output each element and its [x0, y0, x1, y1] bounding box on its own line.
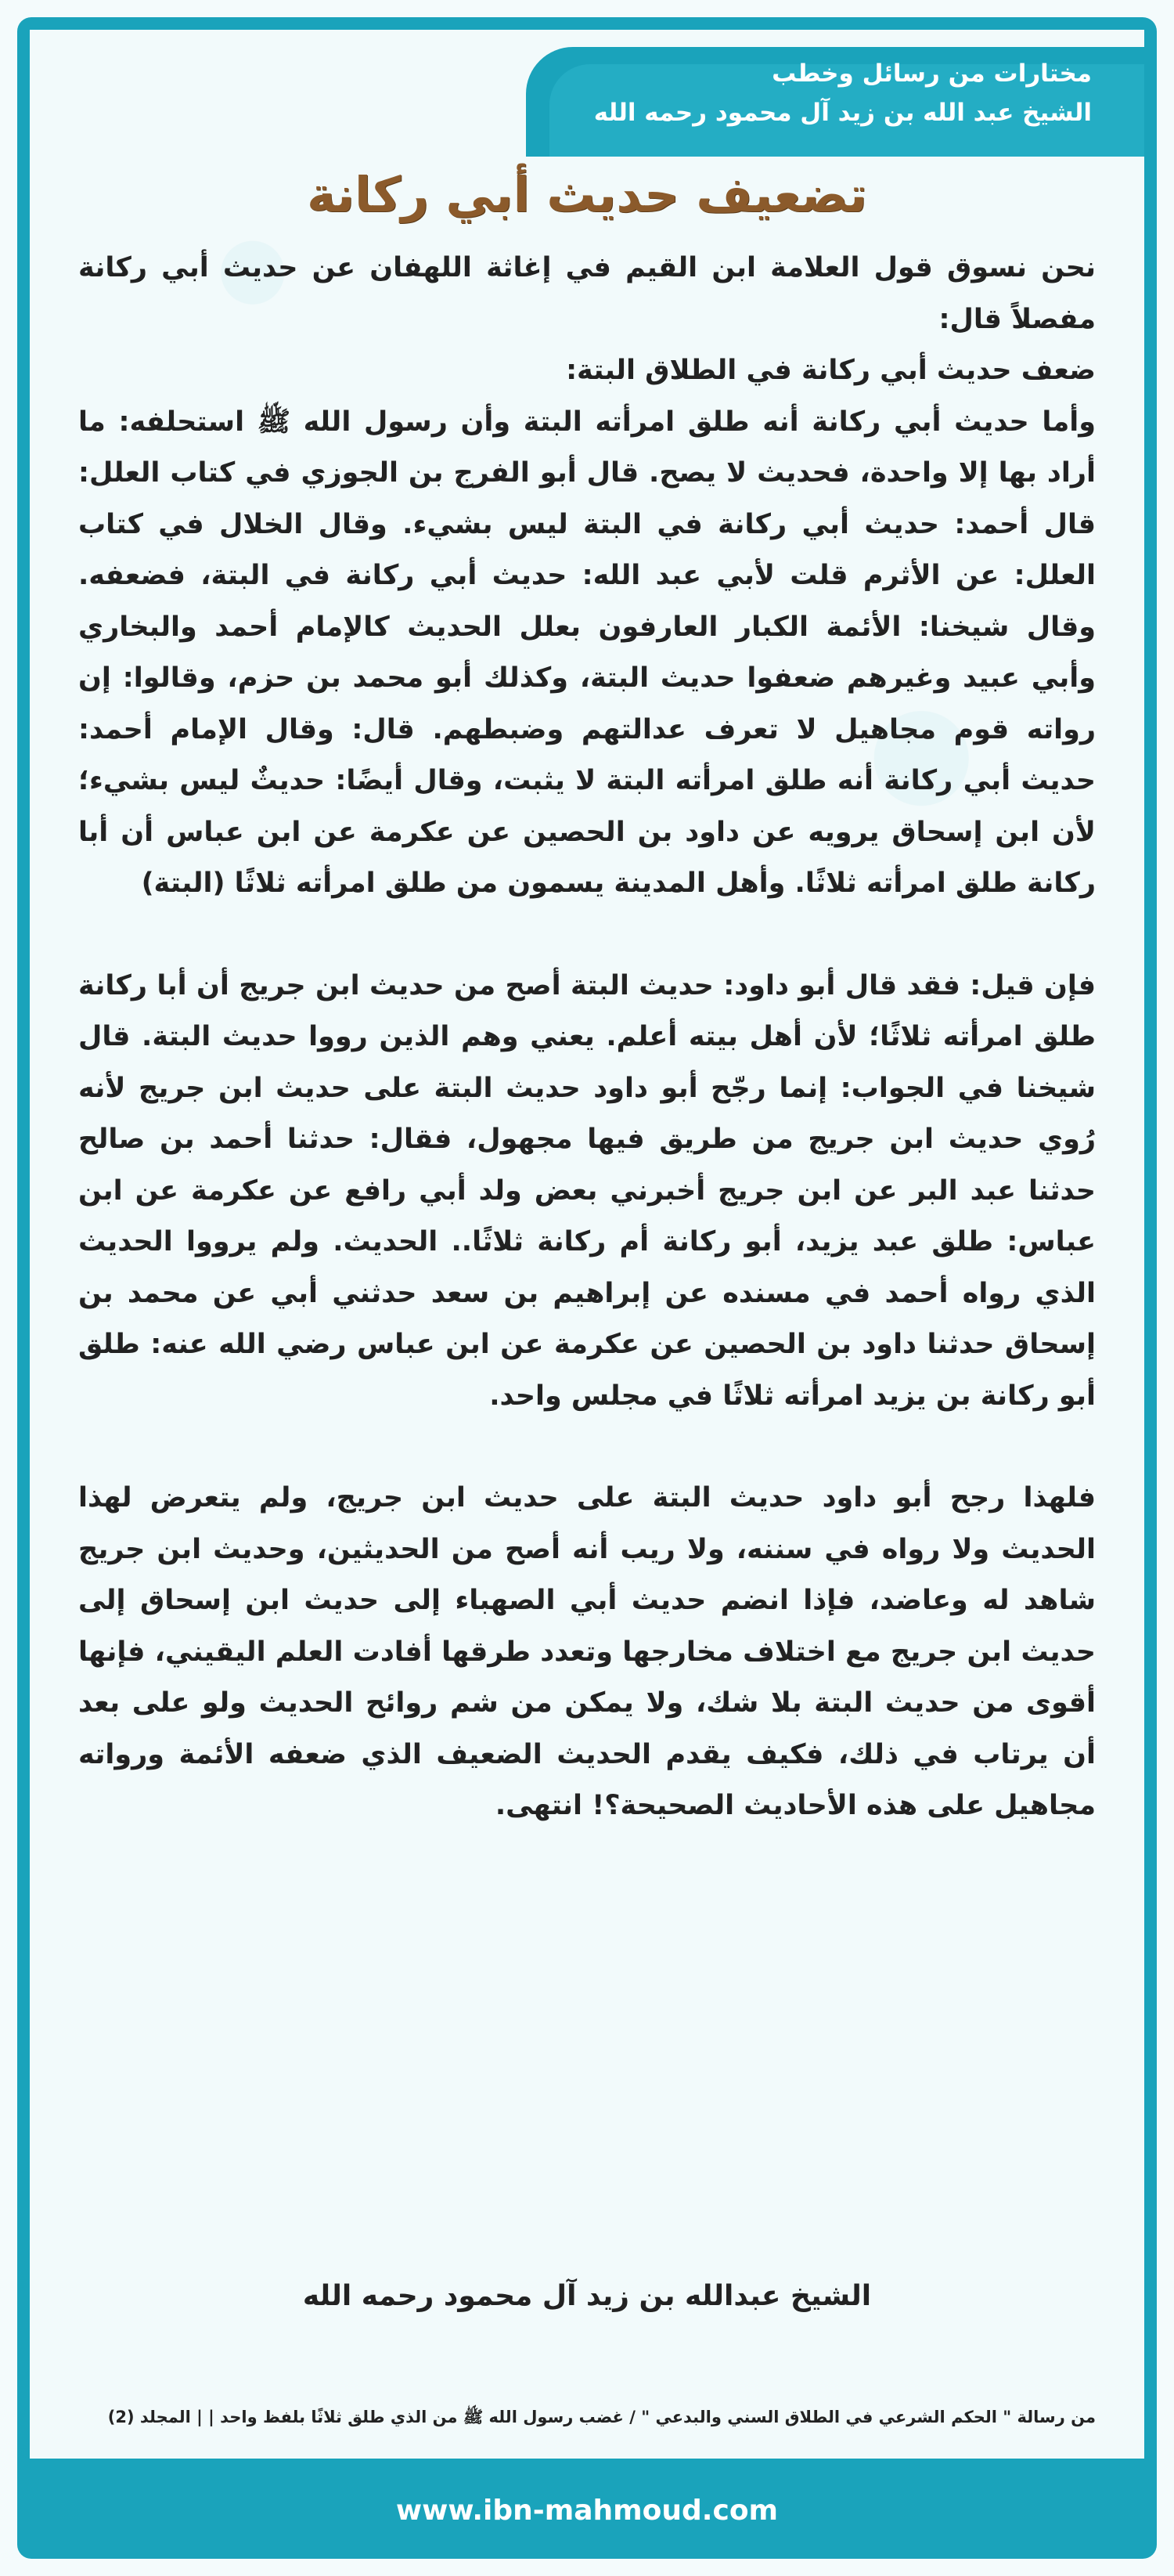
author-signature: الشيخ عبدالله بن زيد آل محمود رحمه الله	[302, 2280, 872, 2312]
header-author: الشيخ عبد الله بن زيد آل محمود رحمه الله	[593, 99, 1092, 127]
source-footnote: من رسالة " الحكم الشرعي في الطلاق السني والبدعي " / غضب رسول الله ﷺ من الذي طلق ثلاثًا بلفظ واحد | | المجلد (2)	[107, 2408, 1096, 2426]
header-series-title: مختارات من رسائل وخطب	[772, 60, 1092, 88]
article-title: تضعيف حديث أبي ركانة	[307, 166, 867, 223]
article-body	[78, 243, 1096, 1832]
website-link[interactable]: www.ibn-mahmoud.com	[395, 2495, 779, 2527]
paragraph-objection: فإن قيل: فقد قال أبو داود: حديث البتة أصح من حديث ابن جريج أن أبا ركانة طلق امرأته ثلاثًا؛ لأن أهل بيته أعلم. يعني وهم الذين رووا حديث البتة. قال شيخنا في الجواب: إنما رجّح أبو داود حديث البتة على حديث ابن جريج لأنه رُوي حديث ابن جريج من طريق فيها مجهول، فقال: حدثنا أحمد بن صالح حدثنا عبد البر عن ابن جريج أخبرني بعض ولد أبي رافع عن عكرمة عن ابن عباس: طلق عبد يزيد، أبو ركانة أم ركانة ثلاثًا.. الحديث. ولم يرووا الحديث الذي رواه أحمد في مسنده عن إبراهيم بن سعد حدثني أبي عن محمد بن إسحاق حدثنا داود بن الحصين عن عكرمة عن ابن عباس رضي الله عنه: طلق أبو ركانة بن يزيد امرأته ثلاثًا في مجلس واحد.	[78, 969, 1096, 1412]
paragraph-intro: نحن نسوق قول العلامة ابن القيم في إغاثة اللهفان عن حديث أبي ركانة مفصلاً قال:	[78, 252, 1096, 335]
paragraph-conclusion: فلهذا رجح أبو داود حديث البتة على حديث ابن جريج، ولم يتعرض لهذا الحديث ولا رواه في سننه، ولا ريب أنه أصح من الحديثين، وحديث ابن جريج شاهد له وعاضد، فإذا انضم حديث أبي الصهباء إلى حديث ابن إسحاق إلى حديث ابن جريج مع اختلاف مخارجها وتعدد طرقها أفادت العلم اليقيني، فإنها أقوى من حديث البتة بلا شك، ولا يمكن من شم روائح الحديث ولو على بعد أن يرتاب في ذلك، فكيف يقدم الحديث الضعيف الذي ضعفه الأئمة ورواته مجاهيل على هذه الأحاديث الصحيحة؟! انتهى.	[78, 1482, 1096, 1821]
paragraph-subheading: ضعف حديث أبي ركانة في الطلاق البتة:	[566, 355, 1096, 386]
paragraph-main: وأما حديث أبي ركانة أنه طلق امرأته البتة وأن رسول الله ﷺ استحلفه: ما أراد بها إلا واحدة، فحديث لا يصح. قال أبو الفرج بن الجوزي في كتاب العلل: قال أحمد: حديث أبي ركانة في البتة ليس بشيء. وقال الخلال في كتاب العلل: عن الأثرم قلت لأبي عبد الله: حديث أبي ركانة في البتة، فضعفه. وقال شيخنا: الأئمة الكبار العارفون بعلل الحديث كالإمام أحمد والبخاري وأبي عبيد وغيرهم ضعفوا حديث البتة، وكذلك أبو محمد بن حزم، وقالوا: إن رواته قوم مجاهيل لا تعرف عدالتهم وضبطهم. قال: وقال الإمام أحمد: حديث أبي ركانة أنه طلق امرأته البتة لا يثبت، وقال أيضًا: حديثٌ ليس بشيء؛ لأن ابن إسحاق يرويه عن داود بن الحصين عن عكرمة عن ابن عباس أن أبا ركانة طلق امرأته ثلاثًا. وأهل المدينة يسمون من طلق امرأته ثلاثًا (البتة)	[78, 406, 1096, 899]
